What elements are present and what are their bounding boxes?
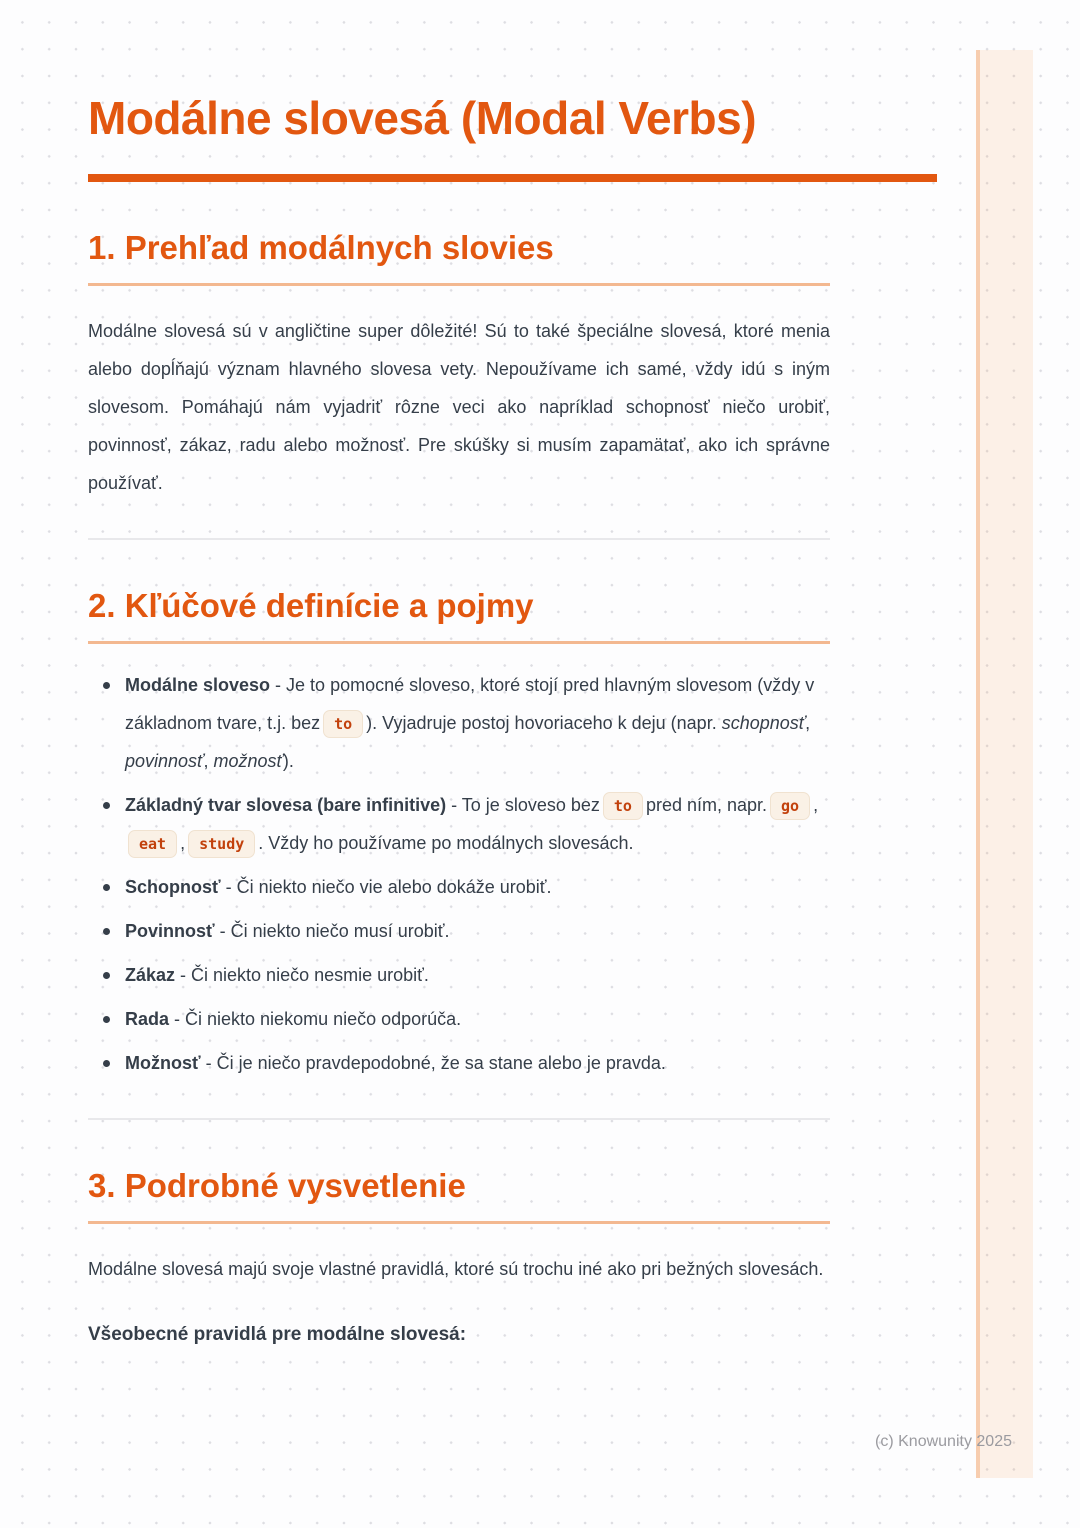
text-segment: - Či niekto niečo nesmie urobiť. bbox=[175, 965, 429, 985]
text-segment: Modálne sloveso bbox=[125, 675, 271, 695]
text-segment: - Či je niečo pravdepodobné, že sa stane alebo je pravda. bbox=[200, 1053, 666, 1073]
text-segment: pred ním, napr. bbox=[645, 795, 768, 815]
list-item bbox=[88, 912, 830, 950]
text-segment: Základný tvar slovesa (bare infinitive) bbox=[125, 795, 447, 815]
section-explanation bbox=[88, 1164, 830, 1350]
rules-subheading: Všeobecné pravidlá pre modálne slovesá: bbox=[88, 1324, 467, 1345]
right-accent-strip bbox=[976, 50, 1033, 1478]
text-segment: - To je sloveso bez bbox=[446, 795, 600, 815]
list-item bbox=[88, 868, 830, 906]
section-heading-definitions: 2. Kľúčové definície a pojmy bbox=[88, 584, 830, 644]
document-page bbox=[88, 0, 830, 1350]
list-item bbox=[88, 1044, 830, 1082]
text-segment: ). Vyjadruje postoj hovoriaceho k deju (napr. bbox=[366, 713, 722, 733]
text-segment: Možnosť bbox=[125, 1053, 201, 1073]
list-item bbox=[88, 1000, 830, 1038]
page-title: Modálne slovesá (Modal Verbs) bbox=[88, 92, 757, 144]
section-heading-overview: 1. Prehľad modálnych slovies bbox=[88, 226, 830, 286]
section-heading-explanation: 3. Podrobné vysvetlenie bbox=[88, 1164, 830, 1224]
list-item bbox=[88, 666, 830, 780]
text-segment: schopnosť bbox=[721, 713, 806, 733]
definitions-list bbox=[88, 666, 830, 1082]
code-chip: to bbox=[323, 710, 363, 738]
explanation-paragraph: Modálne slovesá majú svoje vlastné pravidlá, ktoré sú trochu iné ako pri bežných slovesách. bbox=[88, 1259, 824, 1279]
text-segment: , bbox=[813, 795, 819, 815]
text-segment: , bbox=[180, 833, 186, 853]
list-item bbox=[88, 786, 830, 862]
section-divider bbox=[88, 538, 830, 540]
code-chip: to bbox=[603, 792, 643, 820]
text-segment: možnosť bbox=[213, 751, 283, 771]
text-segment: Povinnosť bbox=[125, 921, 215, 941]
section-overview bbox=[88, 226, 830, 502]
footer-credit: (c) Knowunity 2025 bbox=[875, 1433, 1012, 1450]
text-segment: ). bbox=[282, 751, 294, 771]
text-segment: - Či niekto niekomu niečo odporúča. bbox=[169, 1009, 462, 1029]
text-segment: Schopnosť bbox=[125, 877, 221, 897]
overview-paragraph: Modálne slovesá sú v angličtine super dôležité! Sú to také špeciálne slovesá, ktoré menia alebo dopĺňajú význam hlavného slovesa vety. Nepoužívame ich samé, vždy idú s iným slovesom. Pomáhajú nám vyjadriť rôzne veci ako napríklad schopnosť niečo urobiť, povinnosť, zákaz, radu alebo možnosť. Pre skúšky si musím zapamätať, ako ich správne používať. bbox=[88, 321, 830, 493]
code-chip: go bbox=[770, 792, 810, 820]
list-item bbox=[88, 956, 830, 994]
text-segment: Rada bbox=[125, 1009, 170, 1029]
text-segment: , bbox=[203, 751, 214, 771]
text-segment: - Či niekto niečo musí urobiť. bbox=[214, 921, 450, 941]
code-chip: eat bbox=[128, 830, 177, 858]
text-segment: , bbox=[805, 713, 811, 733]
text-segment: - Či niekto niečo vie alebo dokáže urobiť. bbox=[220, 877, 552, 897]
text-segment: povinnosť bbox=[125, 751, 204, 771]
text-segment: - Je to pomocné sloveso, ktoré stojí pred hlavným slovesom (vždy v základnom tvare, t.j. bez bbox=[125, 675, 815, 733]
text-segment: . Vždy ho používame po modálnych slovesách. bbox=[258, 833, 634, 853]
title-rule bbox=[88, 174, 937, 182]
text-segment: Zákaz bbox=[125, 965, 176, 985]
code-chip: study bbox=[188, 830, 255, 858]
section-definitions bbox=[88, 584, 830, 1082]
section-divider bbox=[88, 1118, 830, 1120]
